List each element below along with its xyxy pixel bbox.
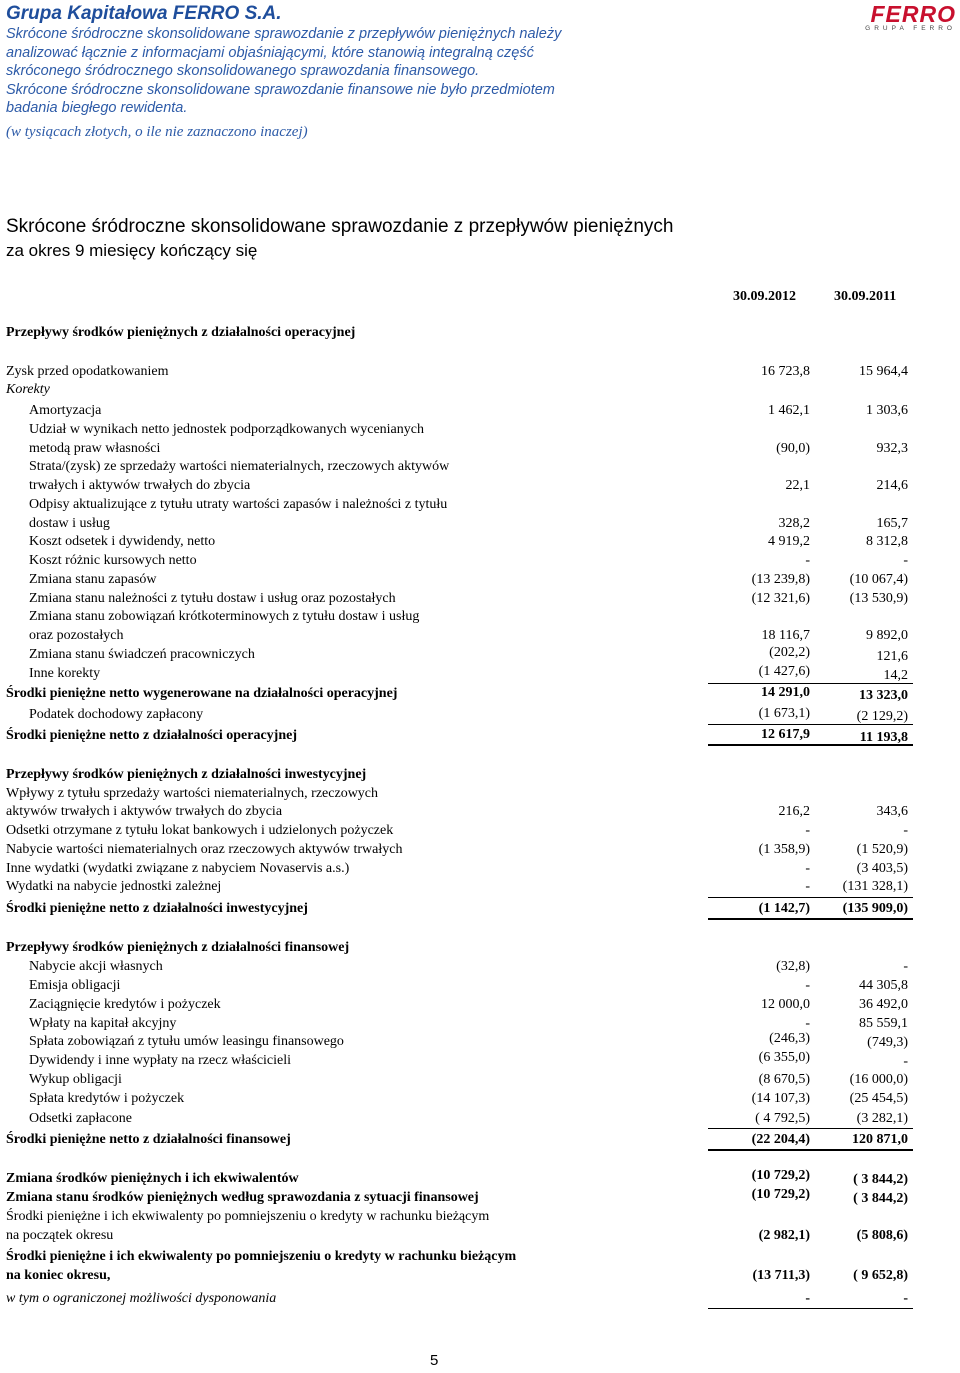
- header-note-line: analizować łącznie z informacjami objaśniającymi, które stanowią integralną część: [6, 44, 534, 61]
- header-note-line: skróconego śródrocznego skonsolidowanego sprawozdania finansowego.: [6, 63, 480, 79]
- subtotal-rule: [708, 724, 913, 725]
- column-header-2012: 30.09.2012: [733, 289, 796, 304]
- subtotal-rule: [708, 897, 913, 898]
- ferro-logo: [856, 2, 956, 32]
- logo-wordmark: FERRO: [870, 1, 956, 27]
- units-note: (w tysiącach złotych, o ile nie zaznaczono inaczej): [6, 123, 308, 140]
- subtotal-rule: [708, 1128, 913, 1129]
- column-header-2011: 30.09.2011: [834, 289, 897, 304]
- header-note-line: Skrócone śródroczne skonsolidowane sprawozdanie z przepływów pieniężnych należy: [6, 26, 562, 42]
- page-number: 5: [430, 1352, 439, 1369]
- header-note-line: Skrócone śródroczne skonsolidowane sprawozdanie finansowe nie było przedmiotem: [6, 81, 555, 98]
- statement-title: Skrócone śródroczne skonsolidowane sprawozdanie z przepływów pieniężnych: [6, 216, 674, 237]
- statement-subtitle: za okres 9 miesięcy kończący się: [6, 241, 258, 260]
- company-name: Grupa Kapitałowa FERRO S.A.: [6, 3, 282, 24]
- closing-rule: [708, 1308, 913, 1309]
- total-rule: [708, 918, 913, 920]
- logo-subtitle: GRUPA FERRO: [865, 25, 956, 32]
- total-rule: [708, 1149, 913, 1151]
- total-rule: [708, 744, 913, 746]
- header-note-line: badania biegłego rewidenta.: [6, 100, 188, 116]
- document-header: [6, 0, 666, 142]
